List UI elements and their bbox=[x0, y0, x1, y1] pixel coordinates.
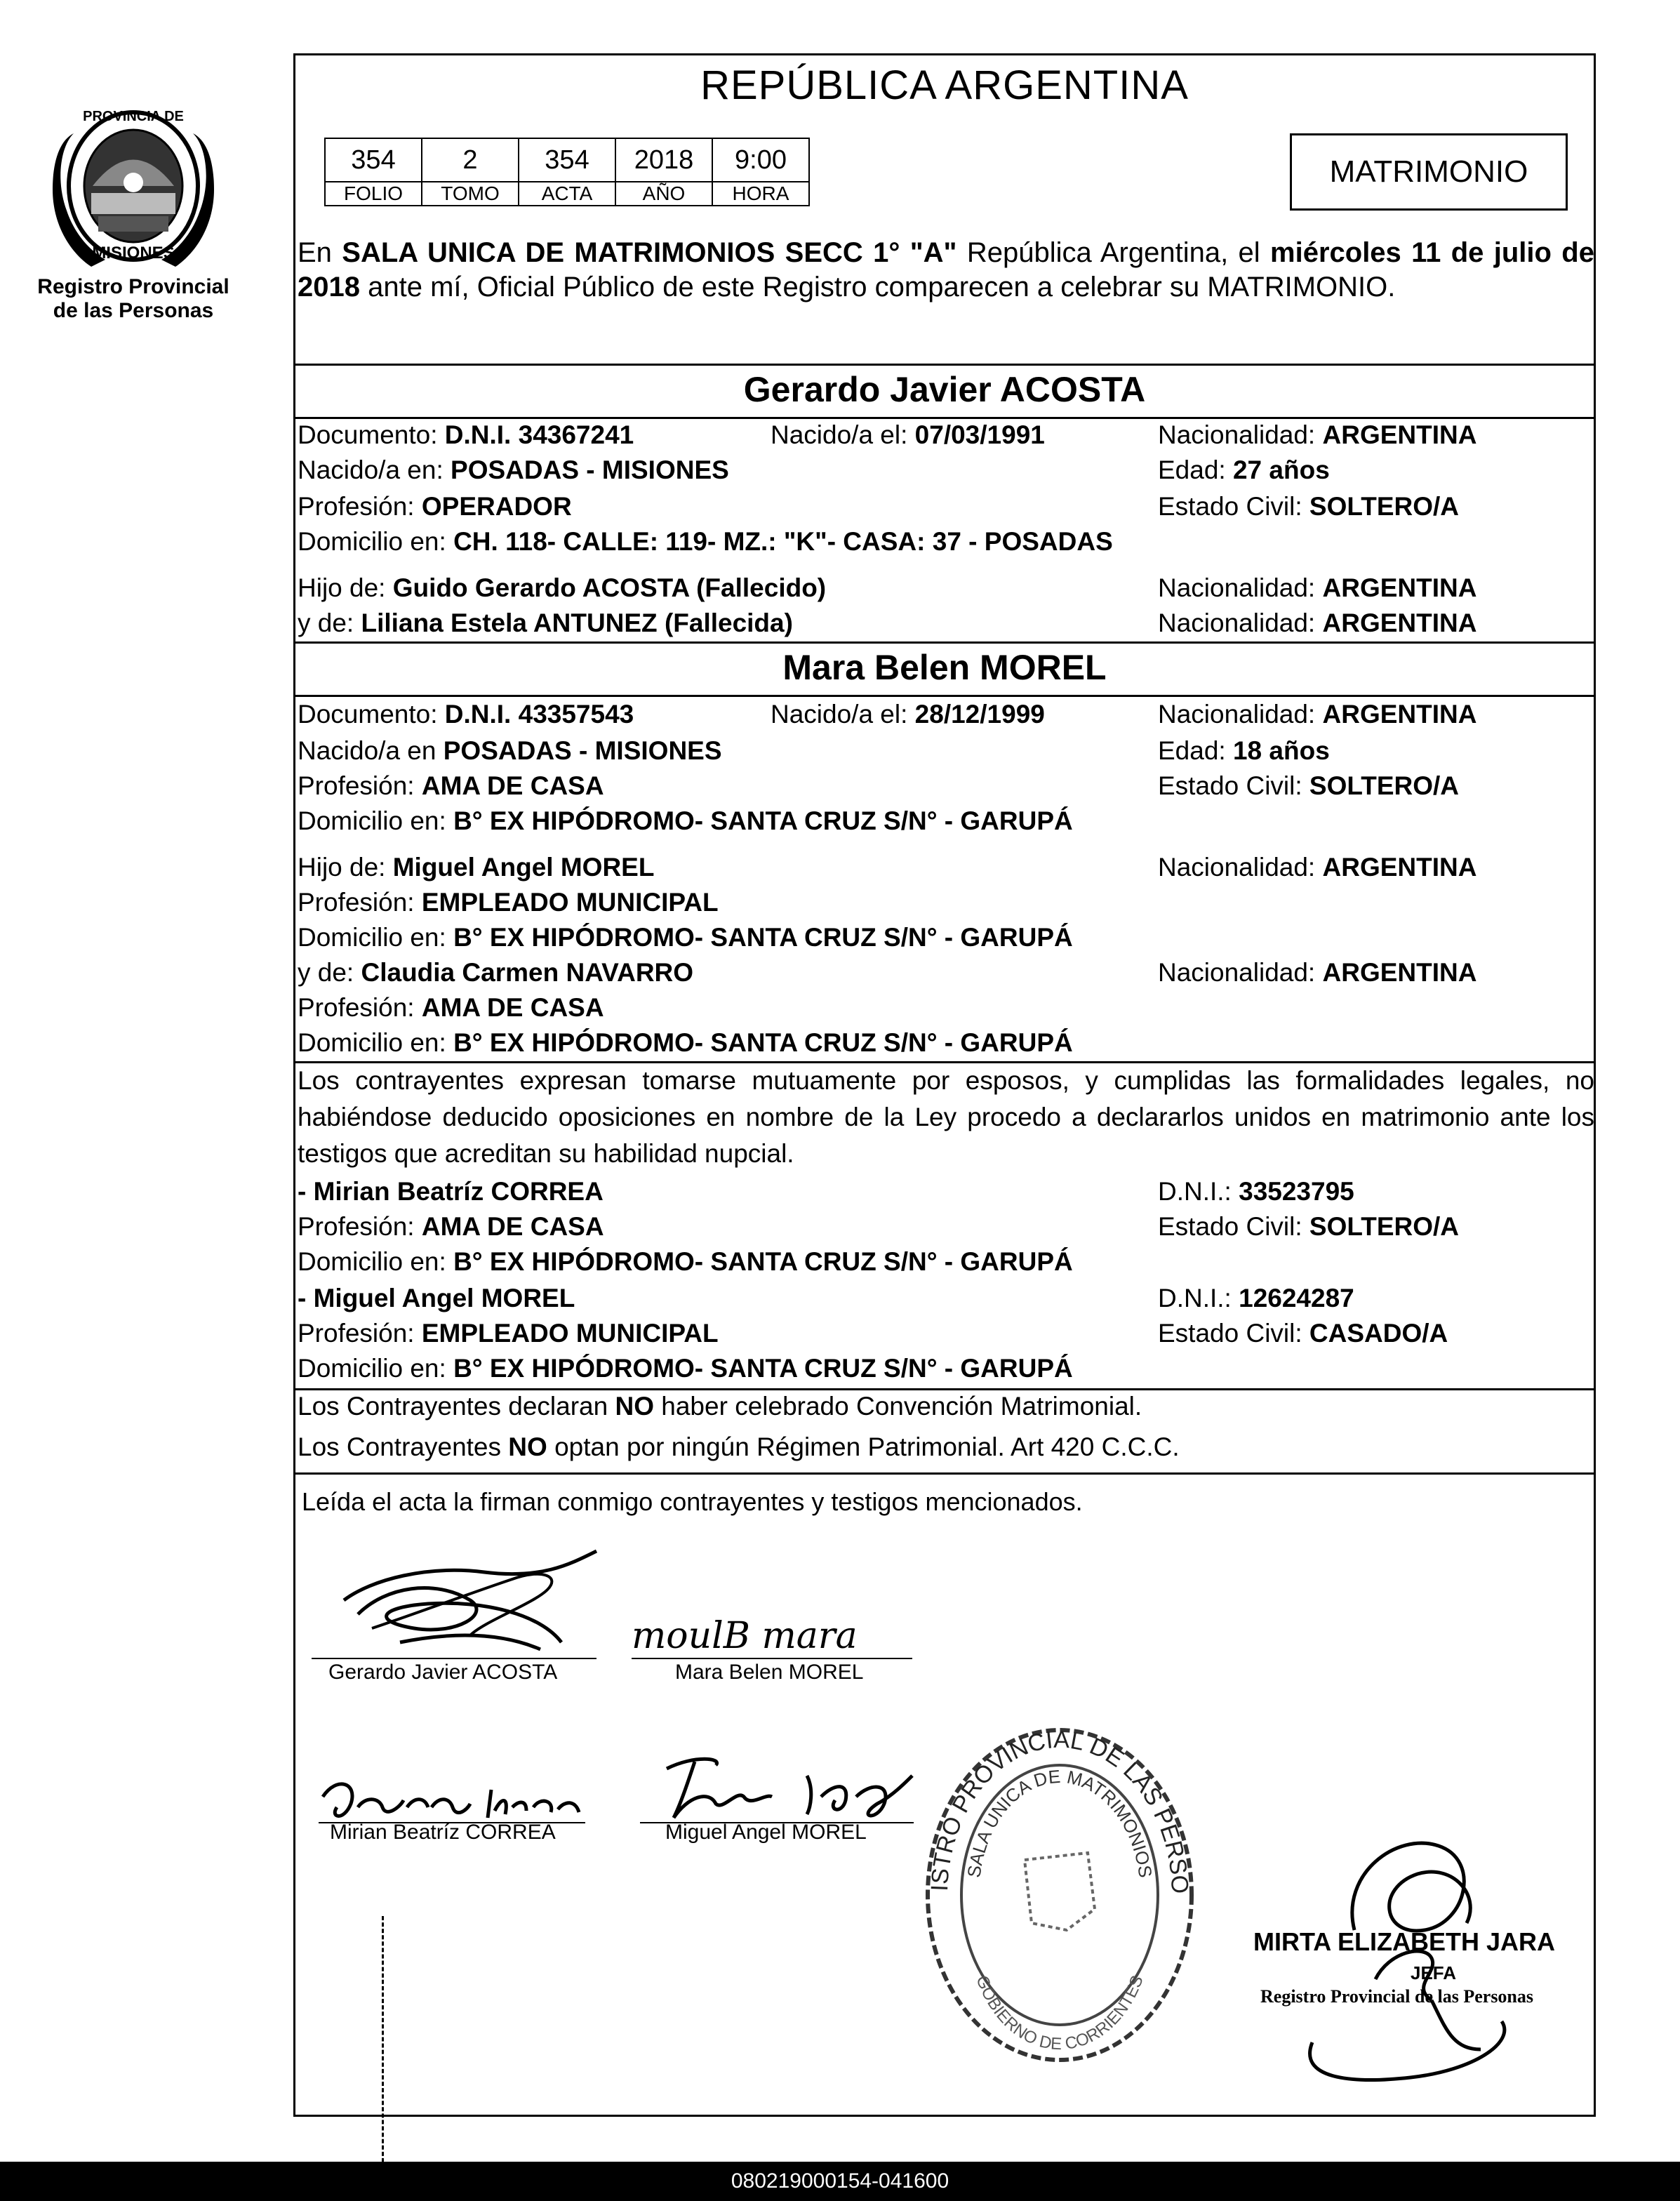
c2-nacionalidad: Nacionalidad: ARGENTINA bbox=[1158, 700, 1477, 729]
c1-nacido-el: Nacido/a el: 07/03/1991 bbox=[771, 420, 1045, 449]
svg-text:GOBIERNO DE CORRIENTES: GOBIERNO DE CORRIENTES bbox=[972, 1973, 1147, 2054]
seal-caption-line-2: de las Personas bbox=[53, 299, 214, 322]
c1-estado-civil: Estado Civil: SOLTERO/A bbox=[1158, 492, 1460, 521]
signature-miguel-morel bbox=[646, 1741, 926, 1832]
t2-domicilio: Domicilio en: B° EX HIPÓDROMO- SANTA CRUZ S/N° - GARUPÁ bbox=[298, 1354, 1073, 1383]
c2-padre: Hijo de: Miguel Angel MOREL bbox=[298, 853, 655, 882]
intro-paragraph bbox=[298, 236, 1594, 305]
signature-line bbox=[312, 1658, 596, 1659]
firma-caption-correa: Mirian Beatríz CORREA bbox=[330, 1821, 556, 1844]
signature-acosta bbox=[330, 1537, 625, 1677]
divider bbox=[293, 641, 1596, 644]
c1-domicilio: Domicilio en: CH. 118- CALLE: 119- MZ.: "K"- CASA: 37 - POSADAS bbox=[298, 527, 1113, 556]
c2-profesion: Profesión: AMA DE CASA bbox=[298, 771, 604, 800]
c2-nacido-el: Nacido/a el: 28/12/1999 bbox=[771, 700, 1045, 729]
oficial-cargo: JEFA bbox=[1411, 1962, 1457, 1983]
t1-dni: D.N.I.: 33523795 bbox=[1158, 1177, 1354, 1206]
intro-text-2: República Argentina, el bbox=[956, 237, 1271, 268]
registro-table bbox=[324, 138, 810, 206]
seal-bottom-text: MISIONES bbox=[92, 244, 175, 262]
divider bbox=[293, 695, 1596, 697]
c2-madre: y de: Claudia Carmen NAVARRO bbox=[298, 958, 694, 987]
regimen-text: Los Contrayentes NO optan por ningún Régimen Patrimonial. Art 420 C.C.C. bbox=[298, 1432, 1180, 1461]
anio-label: AÑO bbox=[615, 182, 712, 206]
acta-value: 354 bbox=[519, 138, 615, 182]
divider bbox=[293, 364, 1596, 366]
acta-label: ACTA bbox=[519, 182, 615, 206]
firma-caption-miguel: Miguel Angel MOREL bbox=[665, 1821, 867, 1844]
t1-nombre: - Mirian Beatríz CORREA bbox=[298, 1177, 604, 1206]
provincia-misiones-seal bbox=[49, 91, 218, 274]
c2-madre-profesion: Profesión: AMA DE CASA bbox=[298, 993, 604, 1022]
seal-caption-line-1: Registro Provincial bbox=[37, 275, 229, 298]
hora-label: HORA bbox=[712, 182, 809, 206]
folio-label: FOLIO bbox=[325, 182, 422, 206]
c2-madre-nacionalidad: Nacionalidad: ARGENTINA bbox=[1158, 958, 1477, 987]
intro-text-3: ante mí, Oficial Público de este Registro comparecen a celebrar su MATRIMONIO. bbox=[359, 272, 1396, 302]
oficial-nombre: MIRTA ELIZABETH JARA bbox=[1253, 1927, 1555, 1956]
svg-text:REGISTRO PROVINCIAL DE LAS PER: REGISTRO PROVINCIAL DE LAS PERSONAS bbox=[902, 1698, 1194, 1895]
c2-documento: Documento: D.N.I. 43357543 bbox=[298, 700, 634, 729]
intro-lugar: SALA UNICA DE MATRIMONIOS SECC 1° "A" bbox=[342, 237, 957, 268]
official-oval-stamp bbox=[902, 1698, 1207, 2070]
c1-edad: Edad: 27 años bbox=[1158, 456, 1330, 484]
contrayente2-nombre: Mara Belen MOREL bbox=[782, 648, 1107, 687]
tomo-label: TOMO bbox=[422, 182, 519, 206]
oficial-organismo: Registro Provincial de las Personas bbox=[1260, 1986, 1534, 2007]
t2-profesion: Profesión: EMPLEADO MUNICIPAL bbox=[298, 1319, 719, 1348]
firma-caption-acosta: Gerardo Javier ACOSTA bbox=[328, 1661, 558, 1684]
svg-text:SALA UNICA DE MATRIMONIOS: SALA UNICA DE MATRIMONIOS bbox=[963, 1765, 1156, 1880]
signature-line bbox=[632, 1658, 912, 1659]
c2-nacido-en: Nacido/a en POSADAS - MISIONES bbox=[298, 736, 722, 765]
intro-fecha: miércoles 11 de julio de 2018 bbox=[298, 237, 1594, 302]
margin-dashed-line bbox=[382, 1916, 384, 2169]
firma-caption-mara: Mara Belen MOREL bbox=[675, 1661, 864, 1684]
signature-morel-mara bbox=[625, 1607, 891, 1663]
t1-estado-civil: Estado Civil: SOLTERO/A bbox=[1158, 1212, 1460, 1241]
lectura-text: Leída el acta la firman conmigo contrayentes y testigos mencionados. bbox=[302, 1487, 1083, 1516]
c2-edad: Edad: 18 años bbox=[1158, 736, 1330, 765]
seal-caption bbox=[28, 275, 239, 323]
t2-nombre: - Miguel Angel MOREL bbox=[298, 1284, 575, 1312]
document-code-footer: 080219000154-041600 bbox=[0, 2162, 1680, 2201]
declaracion-text: Los contrayentes expresan tomarse mutuamente por esposos, y cumplidas las formalidades legales, no habiéndose deducido oposiciones en nombre de la Ley procedo a declararlos unidos en matrimonio ante los testigos que acreditan su habilidad nupcial. bbox=[298, 1066, 1594, 1168]
intro-text-1: En bbox=[298, 237, 342, 268]
c2-domicilio: Domicilio en: B° EX HIPÓDROMO- SANTA CRUZ S/N° - GARUPÁ bbox=[298, 806, 1073, 835]
c1-nacido-en: Nacido/a en: POSADAS - MISIONES bbox=[298, 456, 729, 484]
t1-domicilio: Domicilio en: B° EX HIPÓDROMO- SANTA CRUZ S/N° - GARUPÁ bbox=[298, 1247, 1073, 1276]
tomo-value: 2 bbox=[422, 138, 519, 182]
t1-profesion: Profesión: AMA DE CASA bbox=[298, 1212, 604, 1241]
c1-padre: Hijo de: Guido Gerardo ACOSTA (Fallecido) bbox=[298, 573, 827, 602]
hora-value: 9:00 bbox=[712, 138, 809, 182]
c2-padre-domicilio: Domicilio en: B° EX HIPÓDROMO- SANTA CRUZ S/N° - GARUPÁ bbox=[298, 923, 1073, 952]
divider bbox=[293, 417, 1596, 419]
c1-nacionalidad: Nacionalidad: ARGENTINA bbox=[1158, 420, 1477, 449]
t2-estado-civil: Estado Civil: CASADO/A bbox=[1158, 1319, 1448, 1348]
c1-padre-nacionalidad: Nacionalidad: ARGENTINA bbox=[1158, 573, 1477, 602]
c2-padre-profesion: Profesión: EMPLEADO MUNICIPAL bbox=[298, 888, 719, 917]
anio-value: 2018 bbox=[615, 138, 712, 182]
divider bbox=[293, 1388, 1596, 1390]
c2-padre-nacionalidad: Nacionalidad: ARGENTINA bbox=[1158, 853, 1477, 882]
divider bbox=[293, 1472, 1596, 1475]
convencion-text: Los Contrayentes declaran NO haber celebrado Convención Matrimonial. bbox=[298, 1392, 1142, 1421]
c2-madre-domicilio: Domicilio en: B° EX HIPÓDROMO- SANTA CRUZ S/N° - GARUPÁ bbox=[298, 1028, 1073, 1057]
folio-value: 354 bbox=[325, 138, 422, 182]
page-title: REPÚBLICA ARGENTINA bbox=[700, 62, 1189, 108]
t2-dni: D.N.I.: 12624287 bbox=[1158, 1284, 1354, 1312]
signature-morel-mara-text: moulB mara bbox=[632, 1615, 858, 1657]
c1-madre-nacionalidad: Nacionalidad: ARGENTINA bbox=[1158, 609, 1477, 637]
c1-documento: Documento: D.N.I. 34367241 bbox=[298, 420, 634, 449]
tipo-acta-box: MATRIMONIO bbox=[1290, 133, 1568, 211]
c2-estado-civil: Estado Civil: SOLTERO/A bbox=[1158, 771, 1460, 800]
c1-profesion: Profesión: OPERADOR bbox=[298, 492, 572, 521]
seal-top-text: PROVINCIA DE bbox=[83, 109, 184, 124]
c1-madre: y de: Liliana Estela ANTUNEZ (Fallecida) bbox=[298, 609, 793, 637]
contrayente1-nombre: Gerardo Javier ACOSTA bbox=[743, 370, 1146, 409]
